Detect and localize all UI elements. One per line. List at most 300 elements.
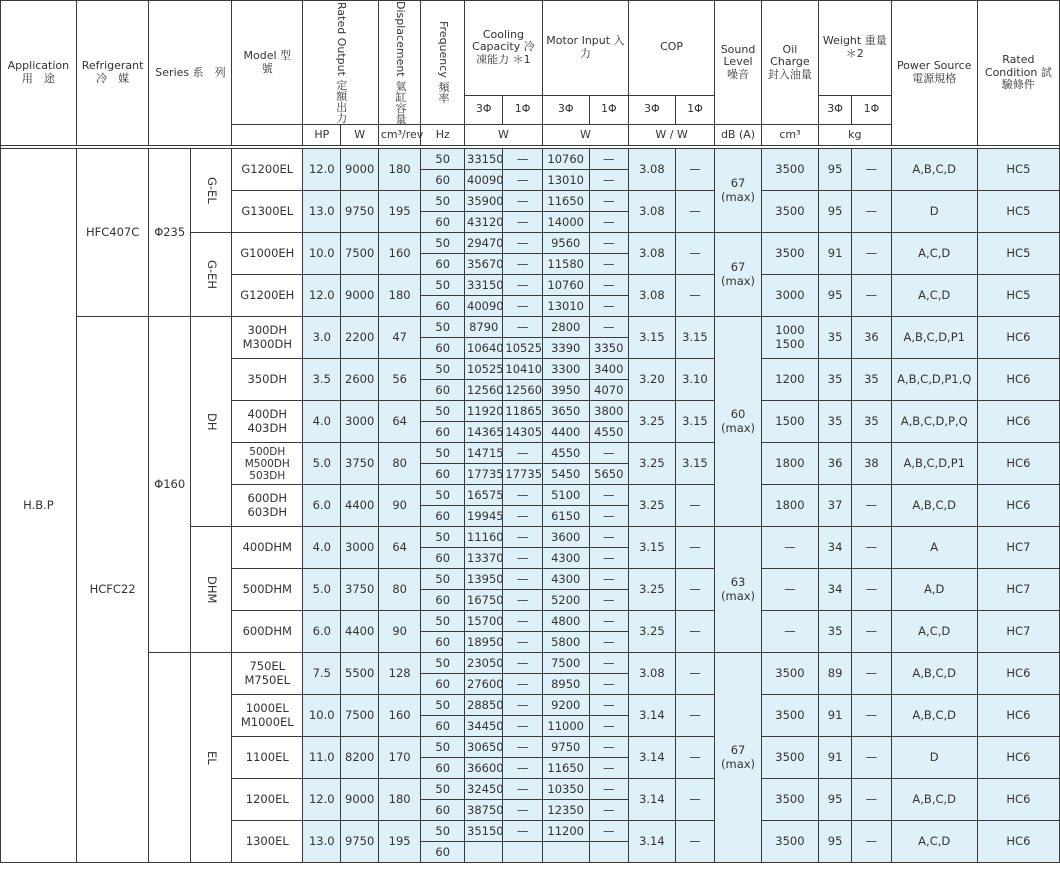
model-line: 1300EL <box>245 834 289 849</box>
cap3-cell: 30650 <box>465 737 503 758</box>
cop3-cell: 3.08 <box>629 275 676 317</box>
power-source-cell: A <box>891 527 977 569</box>
cap1-cell: — <box>503 296 542 317</box>
hp-cell: 3.0 <box>303 317 341 359</box>
weight3-cell: 35 <box>818 359 851 401</box>
cap3-cell: 35900 <box>465 191 503 212</box>
header-sound-level: Sound Level 噪音 <box>715 1 762 125</box>
cap3-cell: 11160 <box>465 527 503 548</box>
frequency-cell: 50 <box>421 275 465 296</box>
header-frequency <box>421 1 465 125</box>
oil-cell <box>761 527 818 569</box>
oil-line: 3000 <box>775 288 805 303</box>
cop3-cell: 3.08 <box>629 653 676 695</box>
mot3-cell: 3600 <box>542 527 589 548</box>
disp-cell: 80 <box>378 569 421 611</box>
weight1-cell: — <box>852 779 891 821</box>
w-cell: 9000 <box>341 779 378 821</box>
cap1-cell: — <box>503 695 542 716</box>
mot1-cell: — <box>589 716 628 737</box>
cop3-cell: 3.14 <box>629 737 676 779</box>
cap1-cell: — <box>503 569 542 590</box>
cop1-cell: — <box>675 821 714 863</box>
frequency-cell: 50 <box>421 191 465 212</box>
frequency-cell: 60 <box>421 506 465 527</box>
oil-cell <box>761 821 818 863</box>
table-row <box>1 149 1060 170</box>
oil-cell <box>761 317 818 359</box>
rated-condition-cell: HC6 <box>977 317 1059 359</box>
power-source-cell: A,C,D <box>891 821 977 863</box>
cap1-cell: 17735 <box>503 464 542 485</box>
cop3-cell: 3.25 <box>629 569 676 611</box>
frequency-cell: 60 <box>421 632 465 653</box>
unit-db: dB (A) <box>715 125 762 146</box>
mot3-cell: 7500 <box>542 653 589 674</box>
unit-cop: W / W <box>629 125 715 146</box>
model-cell <box>232 275 303 317</box>
rated-condition-cell: HC7 <box>977 569 1059 611</box>
power-source-cell: A,C,D <box>891 233 977 275</box>
cap1-cell: — <box>503 653 542 674</box>
model-cell <box>232 779 303 821</box>
power-source-cell: D <box>891 737 977 779</box>
oil-line: 3500 <box>775 792 805 807</box>
cap1-cell: — <box>503 443 542 464</box>
frequency-cell: 50 <box>421 527 465 548</box>
mot3-cell: 3300 <box>542 359 589 380</box>
mot1-cell: 4550 <box>589 422 628 443</box>
mot1-cell: — <box>589 212 628 233</box>
cap3-cell: 33150 <box>465 149 503 170</box>
hp-cell: 10.0 <box>303 233 341 275</box>
cop1-cell: — <box>675 233 714 275</box>
header-series: Series 系 列 <box>149 1 232 146</box>
oil-cell <box>761 485 818 527</box>
cop1-cell: 3.10 <box>675 359 714 401</box>
refrigerant-cell: HFC407C <box>76 149 149 317</box>
frequency-cell: 60 <box>421 674 465 695</box>
mot1-cell: — <box>589 632 628 653</box>
frequency-cell: 60 <box>421 212 465 233</box>
weight3-cell: 95 <box>818 779 851 821</box>
model-line: M750EL <box>244 672 291 687</box>
cap3-cell: 40090 <box>465 296 503 317</box>
model-line: 500DHM <box>242 582 292 597</box>
frequency-cell: 60 <box>421 422 465 443</box>
w-cell: 2200 <box>341 317 378 359</box>
cap3-cell: 16750 <box>465 590 503 611</box>
mot1-cell: — <box>589 821 628 842</box>
header-application: Application 用 途 <box>1 1 77 146</box>
cap3-cell: 27600 <box>465 674 503 695</box>
power-source-cell: A,B,C,D,P,Q <box>891 401 977 443</box>
power-source-cell: A,B,C,D <box>891 485 977 527</box>
model-cell <box>232 233 303 275</box>
weight3-cell: 91 <box>818 695 851 737</box>
series-label: DH <box>204 412 219 431</box>
w-cell: 3000 <box>341 401 378 443</box>
bore-cell: Φ235 <box>149 149 191 317</box>
cap1-cell: 11865 <box>503 401 542 422</box>
weight1-cell: — <box>852 611 891 653</box>
phase-1-cop: 1Φ <box>675 95 714 125</box>
cap1-cell: 12560 <box>503 380 542 401</box>
oil-cell <box>761 737 818 779</box>
w-cell: 4400 <box>341 485 378 527</box>
frequency-cell: 50 <box>421 821 465 842</box>
weight3-cell: 34 <box>818 569 851 611</box>
rated-condition-cell: HC6 <box>977 737 1059 779</box>
model-cell <box>232 611 303 653</box>
weight1-cell: 35 <box>852 359 891 401</box>
cap3-cell: 34450 <box>465 716 503 737</box>
cap1-cell: 10410 <box>503 359 542 380</box>
mot1-cell: — <box>589 296 628 317</box>
model-line: 300DH <box>247 323 287 338</box>
disp-cell: 56 <box>378 359 421 401</box>
oil-cell <box>761 695 818 737</box>
disp-cell: 64 <box>378 527 421 569</box>
disp-cell: 195 <box>378 821 421 863</box>
frequency-cell: 50 <box>421 317 465 338</box>
phase-3-cop: 3Φ <box>629 95 676 125</box>
mot1-cell: 3350 <box>589 338 628 359</box>
cap1-cell: — <box>503 191 542 212</box>
mot1-cell: — <box>589 758 628 779</box>
bore-cell <box>149 653 191 863</box>
oil-line: 3500 <box>775 162 805 177</box>
mot3-cell: 3390 <box>542 338 589 359</box>
frequency-cell: 50 <box>421 779 465 800</box>
weight1-cell: — <box>852 527 891 569</box>
cap1-cell: — <box>503 275 542 296</box>
mot3-cell: 10760 <box>542 149 589 170</box>
cap1-cell: — <box>503 716 542 737</box>
cap1-cell: — <box>503 149 542 170</box>
table-row <box>1 653 1060 674</box>
mot1-cell: — <box>589 149 628 170</box>
mot1-cell: — <box>589 191 628 212</box>
frequency-cell: 50 <box>421 695 465 716</box>
weight1-cell: — <box>852 569 891 611</box>
mot3-cell: 8950 <box>542 674 589 695</box>
rated-condition-cell: HC7 <box>977 527 1059 569</box>
weight3-cell: 91 <box>818 233 851 275</box>
header-rated-output <box>303 1 379 125</box>
frequency-cell: 60 <box>421 842 465 863</box>
cap3-cell: 10525 <box>465 359 503 380</box>
cop1-cell: — <box>675 275 714 317</box>
power-source-cell: A,B,C,D <box>891 695 977 737</box>
w-cell: 3000 <box>341 527 378 569</box>
power-source-cell: A,C,D <box>891 275 977 317</box>
frequency-cell: 60 <box>421 254 465 275</box>
mot3-cell: 11000 <box>542 716 589 737</box>
unit-hz: Hz <box>421 125 465 146</box>
disp-cell: 160 <box>378 233 421 275</box>
power-source-cell: A,B,C,D,P1 <box>891 317 977 359</box>
model-line: 350DH <box>247 372 287 387</box>
mot3-cell: 4400 <box>542 422 589 443</box>
w-cell: 3750 <box>341 569 378 611</box>
hp-cell: 10.0 <box>303 695 341 737</box>
model-cell <box>232 359 303 401</box>
oil-line: 3500 <box>775 204 805 219</box>
weight1-cell: 35 <box>852 401 891 443</box>
cop3-cell: 3.08 <box>629 233 676 275</box>
mot1-cell: — <box>589 800 628 821</box>
frequency-cell: 50 <box>421 149 465 170</box>
sound-level-cell <box>715 233 762 317</box>
oil-line: 1500 <box>775 336 805 351</box>
frequency-cell: 60 <box>421 800 465 821</box>
model-cell <box>232 191 303 233</box>
oil-cell <box>761 149 818 191</box>
cap1-cell: — <box>503 779 542 800</box>
unit-cm3: cm³ <box>761 125 818 146</box>
frequency-cell: 50 <box>421 359 465 380</box>
oil-line: — <box>784 582 796 597</box>
mot3-cell: 3950 <box>542 380 589 401</box>
cap3-cell: 10640 <box>465 338 503 359</box>
disp-cell: 64 <box>378 401 421 443</box>
cop3-cell: 3.15 <box>629 527 676 569</box>
hp-cell: 4.0 <box>303 527 341 569</box>
mot3-cell: 9560 <box>542 233 589 254</box>
mot1-cell: — <box>589 695 628 716</box>
oil-cell <box>761 779 818 821</box>
frequency-cell: 60 <box>421 170 465 191</box>
cap3-cell: 40090 <box>465 170 503 191</box>
header-cooling-capacity: Cooling Capacity 冷凍能力 ＊1 <box>465 1 543 96</box>
rated-condition-cell: HC6 <box>977 821 1059 863</box>
cop1-cell: 3.15 <box>675 443 714 485</box>
phase-3-cap: 3Φ <box>465 95 503 125</box>
model-line: 750EL <box>249 659 286 674</box>
hp-cell: 12.0 <box>303 275 341 317</box>
power-source-cell: A,D <box>891 569 977 611</box>
weight3-cell: 95 <box>818 821 851 863</box>
cop1-cell: — <box>675 569 714 611</box>
disp-cell: 160 <box>378 695 421 737</box>
unit-disp: cm³/rev <box>378 125 421 146</box>
hp-cell: 7.5 <box>303 653 341 695</box>
power-source-cell: A,B,C,D,P1,Q <box>891 359 977 401</box>
weight3-cell: 35 <box>818 317 851 359</box>
weight3-cell: 35 <box>818 611 851 653</box>
frequency-cell: 50 <box>421 401 465 422</box>
cap1-cell: — <box>503 611 542 632</box>
model-line: M300DH <box>242 336 292 351</box>
phase-3-wt: 3Φ <box>818 95 851 125</box>
header-displacement-text: Displacement 氣缸容量 <box>393 1 407 125</box>
cap1-cell: 10525 <box>503 338 542 359</box>
sound-value: 67 (max) <box>721 743 756 771</box>
mot3-cell: 14000 <box>542 212 589 233</box>
power-source-cell: A,B,C,D <box>891 779 977 821</box>
frequency-cell: 50 <box>421 737 465 758</box>
model-cell <box>232 653 303 695</box>
header-oil-charge: Oil Charge 封入油量 <box>761 1 818 125</box>
cap3-cell: 13950 <box>465 569 503 590</box>
mot1-cell <box>589 842 628 863</box>
cap3-cell: 23050 <box>465 653 503 674</box>
oil-cell <box>761 443 818 485</box>
mot3-cell <box>542 842 589 863</box>
cap1-cell: — <box>503 527 542 548</box>
series-cell <box>190 653 232 863</box>
disp-cell: 47 <box>378 317 421 359</box>
rated-condition-cell: HC5 <box>977 191 1059 233</box>
model-line: 503DH <box>249 469 286 482</box>
frequency-cell: 60 <box>421 716 465 737</box>
series-cell <box>190 527 232 653</box>
weight3-cell: 37 <box>818 485 851 527</box>
sound-level-cell <box>715 317 762 527</box>
weight1-cell: — <box>852 695 891 737</box>
model-cell <box>232 695 303 737</box>
cap1-cell: — <box>503 548 542 569</box>
rated-condition-cell: HC6 <box>977 695 1059 737</box>
mot3-cell: 6150 <box>542 506 589 527</box>
oil-line: — <box>784 624 796 639</box>
model-line: 600DHM <box>242 624 292 639</box>
cap1-cell: 14305 <box>503 422 542 443</box>
weight1-cell: 36 <box>852 317 891 359</box>
hp-cell: 6.0 <box>303 485 341 527</box>
mot1-cell: 4070 <box>589 380 628 401</box>
rated-condition-cell: HC6 <box>977 485 1059 527</box>
cap1-cell: — <box>503 254 542 275</box>
mot3-cell: 5450 <box>542 464 589 485</box>
mot3-cell: 9200 <box>542 695 589 716</box>
weight1-cell: — <box>852 233 891 275</box>
oil-line: 1500 <box>775 414 805 429</box>
series-cell <box>190 233 232 317</box>
mot1-cell: — <box>589 737 628 758</box>
disp-cell: 180 <box>378 779 421 821</box>
frequency-cell: 60 <box>421 548 465 569</box>
oil-line: 3500 <box>775 708 805 723</box>
cop3-cell: 3.25 <box>629 611 676 653</box>
weight1-cell: 38 <box>852 443 891 485</box>
header-model: Model 型 號 <box>232 1 303 125</box>
cap3-cell: 13370 <box>465 548 503 569</box>
oil-line: 3500 <box>775 834 805 849</box>
weight1-cell: — <box>852 149 891 191</box>
cop3-cell: 3.25 <box>629 401 676 443</box>
cop3-cell: 3.25 <box>629 485 676 527</box>
sound-level-cell <box>715 653 762 863</box>
oil-cell <box>761 611 818 653</box>
oil-line: — <box>784 540 796 555</box>
cap3-cell: 17735 <box>465 464 503 485</box>
cap3-cell: 19945 <box>465 506 503 527</box>
power-source-cell: A,B,C,D <box>891 149 977 191</box>
series-cell <box>190 317 232 527</box>
header-frequency-text: Frequency 頻率 <box>437 21 451 104</box>
mot1-cell: — <box>589 443 628 464</box>
frequency-cell: 60 <box>421 380 465 401</box>
frequency-cell: 50 <box>421 611 465 632</box>
unit-blank <box>232 125 303 146</box>
cap3-cell: 29470 <box>465 233 503 254</box>
cop3-cell: 3.08 <box>629 149 676 191</box>
mot3-cell: 5200 <box>542 590 589 611</box>
w-cell: 9750 <box>341 191 378 233</box>
unit-hp: HP <box>303 125 341 146</box>
power-source-cell: A,B,C,D <box>891 653 977 695</box>
header-weight: Weight 重量 ＊2 <box>818 1 891 96</box>
model-cell <box>232 443 303 485</box>
frequency-cell: 60 <box>421 758 465 779</box>
mot1-cell: — <box>589 779 628 800</box>
mot1-cell: 5650 <box>589 464 628 485</box>
model-cell <box>232 485 303 527</box>
mot3-cell: 10350 <box>542 779 589 800</box>
series-label: DHM <box>204 575 219 604</box>
cap3-cell: 14715 <box>465 443 503 464</box>
cap1-cell: — <box>503 737 542 758</box>
cap3-cell: 35670 <box>465 254 503 275</box>
hp-cell: 6.0 <box>303 611 341 653</box>
table-row <box>1 317 1060 338</box>
hp-cell: 5.0 <box>303 569 341 611</box>
w-cell: 4400 <box>341 611 378 653</box>
mot1-cell: — <box>589 275 628 296</box>
hp-cell: 3.5 <box>303 359 341 401</box>
cap3-cell: 15700 <box>465 611 503 632</box>
disp-cell: 195 <box>378 191 421 233</box>
mot3-cell: 10760 <box>542 275 589 296</box>
phase-1-wt: 1Φ <box>852 95 891 125</box>
disp-cell: 90 <box>378 611 421 653</box>
cap1-cell: — <box>503 170 542 191</box>
header-cop: COP <box>629 1 715 96</box>
mot3-cell: 11580 <box>542 254 589 275</box>
mot1-cell: — <box>589 674 628 695</box>
bore-cell: Φ160 <box>149 317 191 653</box>
w-cell: 9000 <box>341 149 378 191</box>
model-line: G1200EL <box>241 162 294 177</box>
weight1-cell: — <box>852 821 891 863</box>
weight3-cell: 91 <box>818 737 851 779</box>
mot1-cell: — <box>589 233 628 254</box>
rated-condition-cell: HC5 <box>977 275 1059 317</box>
weight3-cell: 89 <box>818 653 851 695</box>
model-line: 400DHM <box>242 540 292 555</box>
cap1-cell: — <box>503 590 542 611</box>
power-source-cell: A,B,C,D,P1 <box>891 443 977 485</box>
mot3-cell: 4300 <box>542 548 589 569</box>
power-source-cell: A,C,D <box>891 611 977 653</box>
unit-cap: W <box>465 125 543 146</box>
header-rated-output-text: Rated Output 定額出力 <box>334 1 348 124</box>
mot1-cell: — <box>589 527 628 548</box>
rated-condition-cell: HC7 <box>977 611 1059 653</box>
frequency-cell: 60 <box>421 296 465 317</box>
cop1-cell: — <box>675 737 714 779</box>
weight1-cell: — <box>852 737 891 779</box>
mot3-cell: 13010 <box>542 296 589 317</box>
cap1-cell: — <box>503 485 542 506</box>
disp-cell: 90 <box>378 485 421 527</box>
mot1-cell: — <box>589 548 628 569</box>
mot3-cell: 11650 <box>542 191 589 212</box>
mot3-cell: 4300 <box>542 569 589 590</box>
disp-cell: 170 <box>378 737 421 779</box>
